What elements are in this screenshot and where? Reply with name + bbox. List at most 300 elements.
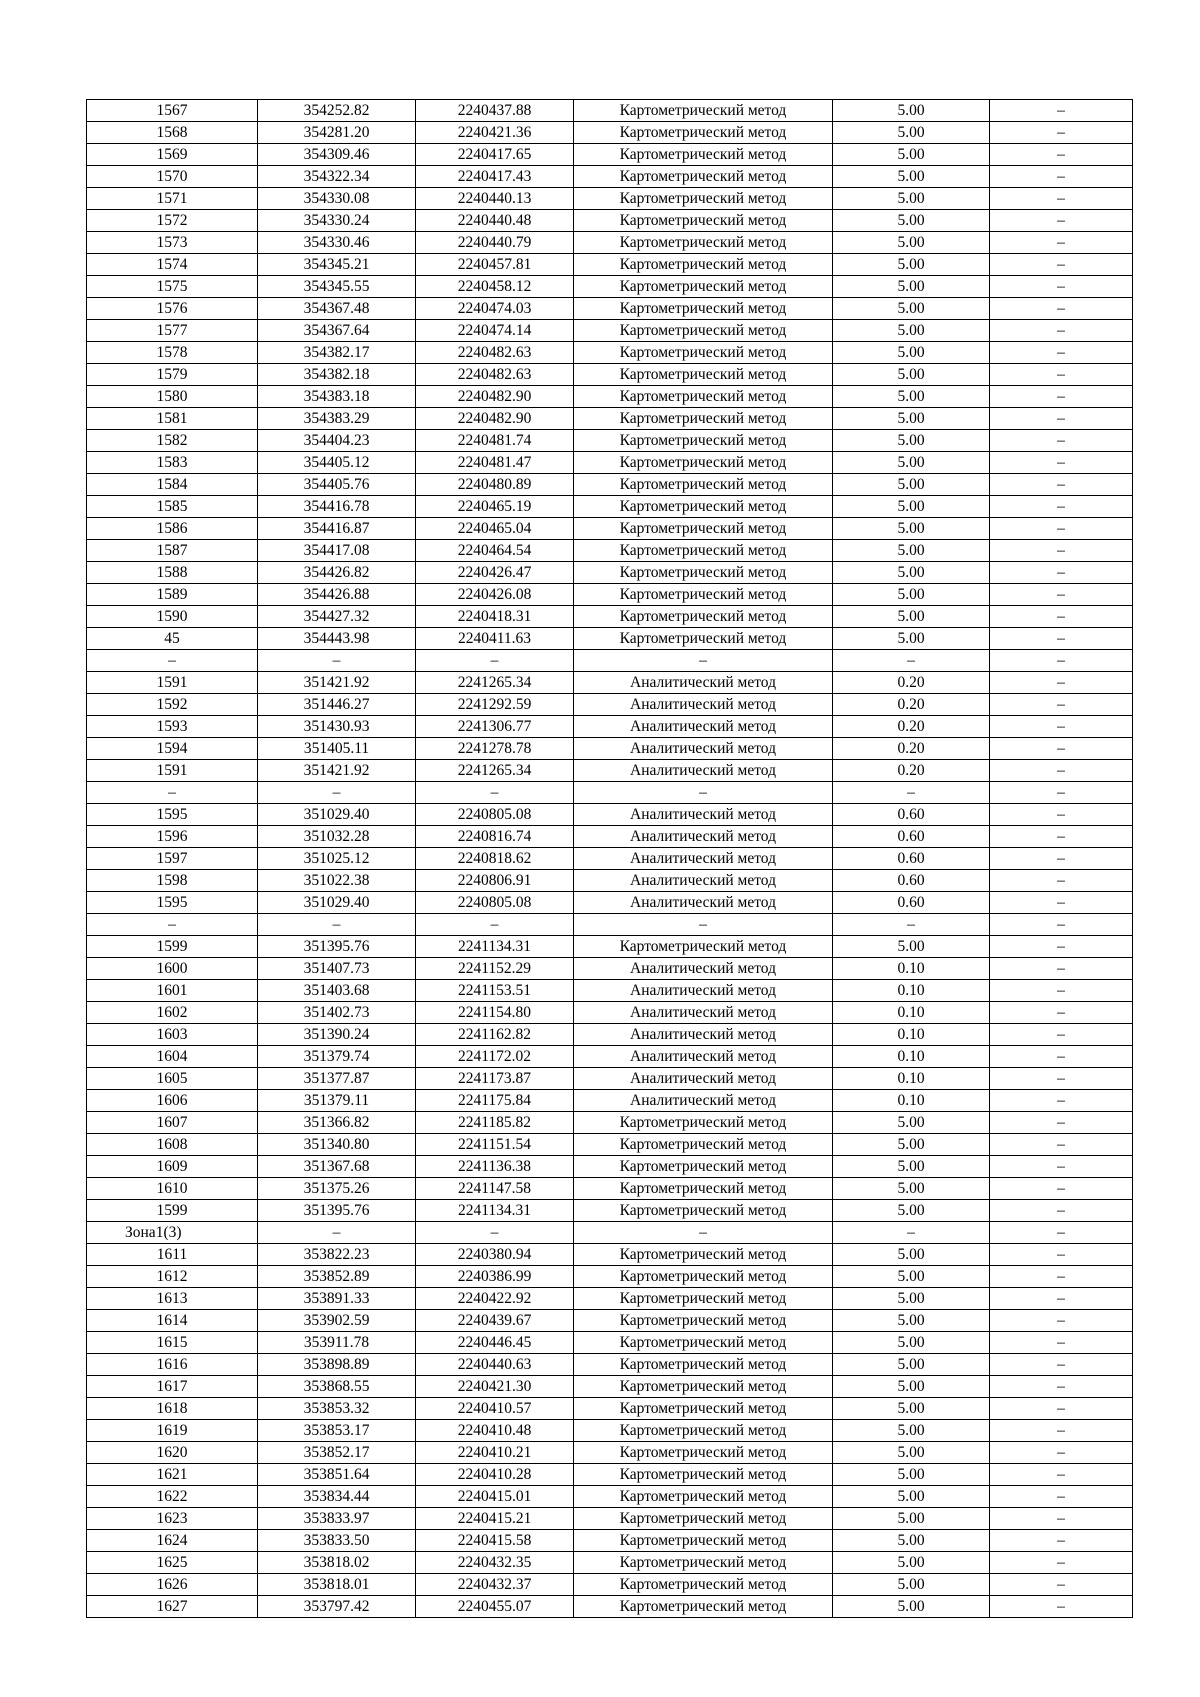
table-row xyxy=(87,1222,1133,1244)
y-coordinate-cell: – xyxy=(416,650,574,672)
point-number-cell: 1592 xyxy=(87,694,258,716)
accuracy-cell: 5.00 xyxy=(833,1332,990,1354)
method-cell: Аналитический метод xyxy=(574,1002,833,1024)
point-number-cell: 1597 xyxy=(87,848,258,870)
method-cell: Картометрический метод xyxy=(574,298,833,320)
x-coordinate-cell: 353851.64 xyxy=(258,1464,416,1486)
table-row xyxy=(87,188,1133,210)
point-number-cell: 1573 xyxy=(87,232,258,254)
note-cell: – xyxy=(990,540,1133,562)
method-cell: Картометрический метод xyxy=(574,1156,833,1178)
method-cell: Аналитический метод xyxy=(574,980,833,1002)
x-coordinate-cell: – xyxy=(258,650,416,672)
note-cell: – xyxy=(990,1046,1133,1068)
method-cell: Аналитический метод xyxy=(574,1024,833,1046)
note-cell: – xyxy=(990,166,1133,188)
accuracy-cell: 5.00 xyxy=(833,188,990,210)
method-cell: – xyxy=(574,782,833,804)
y-coordinate-cell: 2241152.29 xyxy=(416,958,574,980)
method-cell: Аналитический метод xyxy=(574,694,833,716)
x-coordinate-cell: 351377.87 xyxy=(258,1068,416,1090)
method-cell: Аналитический метод xyxy=(574,870,833,892)
accuracy-cell: 5.00 xyxy=(833,496,990,518)
x-coordinate-cell: 351446.27 xyxy=(258,694,416,716)
accuracy-cell: 5.00 xyxy=(833,342,990,364)
note-cell: – xyxy=(990,1068,1133,1090)
method-cell: Картометрический метод xyxy=(574,1464,833,1486)
accuracy-cell: 5.00 xyxy=(833,1530,990,1552)
accuracy-cell: 0.10 xyxy=(833,1046,990,1068)
note-cell: – xyxy=(990,914,1133,936)
point-number-cell: 1571 xyxy=(87,188,258,210)
note-cell: – xyxy=(990,672,1133,694)
note-cell: – xyxy=(990,1002,1133,1024)
y-coordinate-cell: 2241278.78 xyxy=(416,738,574,760)
x-coordinate-cell: 354345.21 xyxy=(258,254,416,276)
table-row xyxy=(87,1090,1133,1112)
point-number-cell: 1601 xyxy=(87,980,258,1002)
accuracy-cell: 5.00 xyxy=(833,1266,990,1288)
y-coordinate-cell: 2240455.07 xyxy=(416,1596,574,1618)
table-row xyxy=(87,518,1133,540)
x-coordinate-cell: 353853.17 xyxy=(258,1420,416,1442)
note-cell: – xyxy=(990,716,1133,738)
accuracy-cell: 5.00 xyxy=(833,562,990,584)
accuracy-cell: 5.00 xyxy=(833,386,990,408)
x-coordinate-cell: 353818.01 xyxy=(258,1574,416,1596)
table-row xyxy=(87,1046,1133,1068)
table-row xyxy=(87,958,1133,980)
note-cell: – xyxy=(990,386,1133,408)
method-cell: Картометрический метод xyxy=(574,1508,833,1530)
y-coordinate-cell: 2240805.08 xyxy=(416,892,574,914)
table-row xyxy=(87,100,1133,122)
point-number-cell: 1595 xyxy=(87,804,258,826)
accuracy-cell: 0.10 xyxy=(833,1024,990,1046)
note-cell: – xyxy=(990,606,1133,628)
accuracy-cell: 5.00 xyxy=(833,584,990,606)
method-cell: Картометрический метод xyxy=(574,1310,833,1332)
point-number-cell: 1602 xyxy=(87,1002,258,1024)
method-cell: Картометрический метод xyxy=(574,474,833,496)
note-cell: – xyxy=(990,650,1133,672)
table-row xyxy=(87,1552,1133,1574)
y-coordinate-cell: 2240482.90 xyxy=(416,408,574,430)
x-coordinate-cell: 354405.12 xyxy=(258,452,416,474)
point-number-cell: 1611 xyxy=(87,1244,258,1266)
point-number-cell: 1603 xyxy=(87,1024,258,1046)
x-coordinate-cell: 354281.20 xyxy=(258,122,416,144)
accuracy-cell: 5.00 xyxy=(833,254,990,276)
table-row xyxy=(87,452,1133,474)
accuracy-cell: 5.00 xyxy=(833,298,990,320)
y-coordinate-cell: 2241292.59 xyxy=(416,694,574,716)
x-coordinate-cell: 353818.02 xyxy=(258,1552,416,1574)
note-cell: – xyxy=(990,980,1133,1002)
accuracy-cell: 5.00 xyxy=(833,1354,990,1376)
x-coordinate-cell: 351421.92 xyxy=(258,672,416,694)
point-number-cell: – xyxy=(87,650,258,672)
method-cell: Картометрический метод xyxy=(574,1486,833,1508)
x-coordinate-cell: 354383.29 xyxy=(258,408,416,430)
y-coordinate-cell: 2240439.67 xyxy=(416,1310,574,1332)
table-row xyxy=(87,738,1133,760)
y-coordinate-cell: – xyxy=(416,914,574,936)
point-number-cell: 1605 xyxy=(87,1068,258,1090)
point-number-cell: 1599 xyxy=(87,1200,258,1222)
accuracy-cell: 5.00 xyxy=(833,1200,990,1222)
x-coordinate-cell: 351430.93 xyxy=(258,716,416,738)
x-coordinate-cell: 351032.28 xyxy=(258,826,416,848)
method-cell: Картометрический метод xyxy=(574,540,833,562)
x-coordinate-cell: – xyxy=(258,782,416,804)
note-cell: – xyxy=(990,1398,1133,1420)
method-cell: Картометрический метод xyxy=(574,232,833,254)
x-coordinate-cell: 353822.23 xyxy=(258,1244,416,1266)
accuracy-cell: 5.00 xyxy=(833,1288,990,1310)
x-coordinate-cell: 354382.18 xyxy=(258,364,416,386)
point-number-cell: 45 xyxy=(87,628,258,650)
point-number-cell: 1616 xyxy=(87,1354,258,1376)
method-cell: Картометрический метод xyxy=(574,342,833,364)
accuracy-cell: 5.00 xyxy=(833,936,990,958)
x-coordinate-cell: 353891.33 xyxy=(258,1288,416,1310)
note-cell: – xyxy=(990,1222,1133,1244)
accuracy-cell: 5.00 xyxy=(833,122,990,144)
table-row xyxy=(87,1024,1133,1046)
table-row xyxy=(87,1178,1133,1200)
x-coordinate-cell: 351379.11 xyxy=(258,1090,416,1112)
point-number-cell: 1604 xyxy=(87,1046,258,1068)
point-number-cell: 1594 xyxy=(87,738,258,760)
method-cell: Картометрический метод xyxy=(574,936,833,958)
method-cell: Аналитический метод xyxy=(574,672,833,694)
method-cell: Картометрический метод xyxy=(574,364,833,386)
table-row xyxy=(87,1200,1133,1222)
y-coordinate-cell: 2241175.84 xyxy=(416,1090,574,1112)
point-number-cell: 1600 xyxy=(87,958,258,980)
note-cell: – xyxy=(990,1552,1133,1574)
table-row xyxy=(87,1596,1133,1618)
x-coordinate-cell: 354382.17 xyxy=(258,342,416,364)
table-row xyxy=(87,914,1133,936)
y-coordinate-cell: 2240417.65 xyxy=(416,144,574,166)
table-row xyxy=(87,474,1133,496)
method-cell: Картометрический метод xyxy=(574,144,833,166)
point-number-cell: 1589 xyxy=(87,584,258,606)
y-coordinate-cell: 2240411.63 xyxy=(416,628,574,650)
accuracy-cell: 5.00 xyxy=(833,1552,990,1574)
point-number-cell: 1613 xyxy=(87,1288,258,1310)
accuracy-cell: 0.20 xyxy=(833,716,990,738)
y-coordinate-cell: 2240440.63 xyxy=(416,1354,574,1376)
note-cell: – xyxy=(990,1156,1133,1178)
method-cell: Картометрический метод xyxy=(574,1552,833,1574)
method-cell: Картометрический метод xyxy=(574,1200,833,1222)
table-row xyxy=(87,1310,1133,1332)
table-row xyxy=(87,1354,1133,1376)
table-row xyxy=(87,1486,1133,1508)
note-cell: – xyxy=(990,1486,1133,1508)
table-row xyxy=(87,980,1133,1002)
method-cell: Аналитический метод xyxy=(574,826,833,848)
y-coordinate-cell: 2241151.54 xyxy=(416,1134,574,1156)
note-cell: – xyxy=(990,1420,1133,1442)
accuracy-cell: 5.00 xyxy=(833,232,990,254)
note-cell: – xyxy=(990,1574,1133,1596)
y-coordinate-cell: 2240465.04 xyxy=(416,518,574,540)
note-cell: – xyxy=(990,1332,1133,1354)
table-row xyxy=(87,430,1133,452)
point-number-cell: 1580 xyxy=(87,386,258,408)
point-number-cell: 1576 xyxy=(87,298,258,320)
point-number-cell: 1583 xyxy=(87,452,258,474)
accuracy-cell: 5.00 xyxy=(833,166,990,188)
point-number-cell: 1581 xyxy=(87,408,258,430)
point-number-cell: 1590 xyxy=(87,606,258,628)
point-number-cell: 1570 xyxy=(87,166,258,188)
x-coordinate-cell: 354330.24 xyxy=(258,210,416,232)
accuracy-cell: 0.60 xyxy=(833,892,990,914)
point-number-cell: 1606 xyxy=(87,1090,258,1112)
y-coordinate-cell: 2240482.63 xyxy=(416,364,574,386)
x-coordinate-cell: 354417.08 xyxy=(258,540,416,562)
accuracy-cell: 5.00 xyxy=(833,364,990,386)
accuracy-cell: 5.00 xyxy=(833,1574,990,1596)
table-row xyxy=(87,672,1133,694)
y-coordinate-cell: 2240440.48 xyxy=(416,210,574,232)
table-row xyxy=(87,650,1133,672)
point-number-cell: 1622 xyxy=(87,1486,258,1508)
accuracy-cell: 5.00 xyxy=(833,1156,990,1178)
point-number-cell: 1567 xyxy=(87,100,258,122)
x-coordinate-cell: 354367.48 xyxy=(258,298,416,320)
point-number-cell: 1599 xyxy=(87,936,258,958)
note-cell: – xyxy=(990,1200,1133,1222)
method-cell: Картометрический метод xyxy=(574,1266,833,1288)
y-coordinate-cell: 2241306.77 xyxy=(416,716,574,738)
point-number-cell: 1612 xyxy=(87,1266,258,1288)
y-coordinate-cell: 2241265.34 xyxy=(416,672,574,694)
point-number-cell: 1569 xyxy=(87,144,258,166)
accuracy-cell: 5.00 xyxy=(833,1178,990,1200)
note-cell: – xyxy=(990,188,1133,210)
x-coordinate-cell: 353797.42 xyxy=(258,1596,416,1618)
y-coordinate-cell: 2241147.58 xyxy=(416,1178,574,1200)
accuracy-cell: 5.00 xyxy=(833,1442,990,1464)
method-cell: Картометрический метод xyxy=(574,166,833,188)
table-row xyxy=(87,848,1133,870)
point-number-cell: 1625 xyxy=(87,1552,258,1574)
note-cell: – xyxy=(990,1134,1133,1156)
x-coordinate-cell: 351395.76 xyxy=(258,936,416,958)
note-cell: – xyxy=(990,320,1133,342)
note-cell: – xyxy=(990,452,1133,474)
accuracy-cell: 0.10 xyxy=(833,1068,990,1090)
x-coordinate-cell: 351421.92 xyxy=(258,760,416,782)
point-number-cell: 1585 xyxy=(87,496,258,518)
accuracy-cell: 5.00 xyxy=(833,474,990,496)
accuracy-cell: 0.20 xyxy=(833,672,990,694)
method-cell: Картометрический метод xyxy=(574,100,833,122)
note-cell: – xyxy=(990,1288,1133,1310)
point-number-cell: 1618 xyxy=(87,1398,258,1420)
y-coordinate-cell: 2240415.21 xyxy=(416,1508,574,1530)
x-coordinate-cell: 351375.26 xyxy=(258,1178,416,1200)
accuracy-cell: 5.00 xyxy=(833,1310,990,1332)
point-number-cell: 1595 xyxy=(87,892,258,914)
method-cell: Аналитический метод xyxy=(574,804,833,826)
method-cell: Картометрический метод xyxy=(574,584,833,606)
table-row xyxy=(87,232,1133,254)
accuracy-cell: 0.60 xyxy=(833,870,990,892)
y-coordinate-cell: 2240464.54 xyxy=(416,540,574,562)
point-number-cell: 1584 xyxy=(87,474,258,496)
note-cell: – xyxy=(990,694,1133,716)
point-number-cell: 1582 xyxy=(87,430,258,452)
table-row xyxy=(87,1332,1133,1354)
note-cell: – xyxy=(990,1508,1133,1530)
method-cell: Картометрический метод xyxy=(574,628,833,650)
method-cell: Картометрический метод xyxy=(574,1178,833,1200)
table-row xyxy=(87,1068,1133,1090)
note-cell: – xyxy=(990,254,1133,276)
x-coordinate-cell: 351029.40 xyxy=(258,892,416,914)
point-number-cell: 1574 xyxy=(87,254,258,276)
accuracy-cell: – xyxy=(833,782,990,804)
table-row xyxy=(87,584,1133,606)
y-coordinate-cell: 2241265.34 xyxy=(416,760,574,782)
x-coordinate-cell: 351390.24 xyxy=(258,1024,416,1046)
accuracy-cell: 5.00 xyxy=(833,144,990,166)
point-number-cell: 1568 xyxy=(87,122,258,144)
x-coordinate-cell: – xyxy=(258,1222,416,1244)
table-row xyxy=(87,760,1133,782)
y-coordinate-cell: 2240480.89 xyxy=(416,474,574,496)
note-cell: – xyxy=(990,804,1133,826)
point-number-cell: 1626 xyxy=(87,1574,258,1596)
method-cell: Картометрический метод xyxy=(574,1244,833,1266)
y-coordinate-cell: 2241173.87 xyxy=(416,1068,574,1090)
point-number-cell: 1627 xyxy=(87,1596,258,1618)
point-number-cell: 1577 xyxy=(87,320,258,342)
method-cell: – xyxy=(574,1222,833,1244)
x-coordinate-cell: 354309.46 xyxy=(258,144,416,166)
y-coordinate-cell: 2240440.13 xyxy=(416,188,574,210)
y-coordinate-cell: 2241153.51 xyxy=(416,980,574,1002)
accuracy-cell: – xyxy=(833,1222,990,1244)
y-coordinate-cell: 2240481.74 xyxy=(416,430,574,452)
method-cell: Картометрический метод xyxy=(574,452,833,474)
method-cell: Картометрический метод xyxy=(574,276,833,298)
note-cell: – xyxy=(990,1112,1133,1134)
accuracy-cell: 5.00 xyxy=(833,518,990,540)
table-row xyxy=(87,364,1133,386)
y-coordinate-cell: 2240465.19 xyxy=(416,496,574,518)
method-cell: Картометрический метод xyxy=(574,518,833,540)
x-coordinate-cell: 353911.78 xyxy=(258,1332,416,1354)
accuracy-cell: 5.00 xyxy=(833,1508,990,1530)
note-cell: – xyxy=(990,144,1133,166)
method-cell: – xyxy=(574,914,833,936)
x-coordinate-cell: 353852.17 xyxy=(258,1442,416,1464)
accuracy-cell: 0.10 xyxy=(833,980,990,1002)
note-cell: – xyxy=(990,958,1133,980)
y-coordinate-cell: 2240818.62 xyxy=(416,848,574,870)
method-cell: Картометрический метод xyxy=(574,1376,833,1398)
accuracy-cell: 5.00 xyxy=(833,1420,990,1442)
y-coordinate-cell: 2240457.81 xyxy=(416,254,574,276)
method-cell: Картометрический метод xyxy=(574,606,833,628)
x-coordinate-cell: 354404.23 xyxy=(258,430,416,452)
table-row xyxy=(87,782,1133,804)
note-cell: – xyxy=(990,276,1133,298)
accuracy-cell: – xyxy=(833,914,990,936)
table-row xyxy=(87,562,1133,584)
y-coordinate-cell: 2241162.82 xyxy=(416,1024,574,1046)
x-coordinate-cell: 351405.11 xyxy=(258,738,416,760)
point-number-cell: 1593 xyxy=(87,716,258,738)
y-coordinate-cell: 2240458.12 xyxy=(416,276,574,298)
point-number-cell: 1617 xyxy=(87,1376,258,1398)
y-coordinate-cell: 2240805.08 xyxy=(416,804,574,826)
note-cell: – xyxy=(990,1530,1133,1552)
y-coordinate-cell: 2240816.74 xyxy=(416,826,574,848)
note-cell: – xyxy=(990,1354,1133,1376)
point-number-cell: 1591 xyxy=(87,760,258,782)
accuracy-cell: – xyxy=(833,650,990,672)
point-number-cell: 1621 xyxy=(87,1464,258,1486)
table-row xyxy=(87,1244,1133,1266)
accuracy-cell: 0.20 xyxy=(833,694,990,716)
y-coordinate-cell: 2240386.99 xyxy=(416,1266,574,1288)
note-cell: – xyxy=(990,1442,1133,1464)
point-number-cell: 1579 xyxy=(87,364,258,386)
method-cell: Аналитический метод xyxy=(574,760,833,782)
y-coordinate-cell: 2241172.02 xyxy=(416,1046,574,1068)
x-coordinate-cell: 354443.98 xyxy=(258,628,416,650)
accuracy-cell: 5.00 xyxy=(833,1376,990,1398)
accuracy-cell: 5.00 xyxy=(833,606,990,628)
accuracy-cell: 5.00 xyxy=(833,1596,990,1618)
table-row xyxy=(87,298,1133,320)
point-number-cell: 1619 xyxy=(87,1420,258,1442)
accuracy-cell: 0.60 xyxy=(833,826,990,848)
x-coordinate-cell: 351402.73 xyxy=(258,1002,416,1024)
y-coordinate-cell: 2240437.88 xyxy=(416,100,574,122)
note-cell: – xyxy=(990,1376,1133,1398)
table-row xyxy=(87,804,1133,826)
y-coordinate-cell: 2240482.63 xyxy=(416,342,574,364)
x-coordinate-cell: 351395.76 xyxy=(258,1200,416,1222)
accuracy-cell: 5.00 xyxy=(833,430,990,452)
x-coordinate-cell: 351379.74 xyxy=(258,1046,416,1068)
point-number-cell: 1614 xyxy=(87,1310,258,1332)
accuracy-cell: 5.00 xyxy=(833,210,990,232)
accuracy-cell: 5.00 xyxy=(833,1244,990,1266)
point-number-cell: Зона1(3) xyxy=(87,1222,258,1244)
accuracy-cell: 5.00 xyxy=(833,1486,990,1508)
note-cell: – xyxy=(990,1244,1133,1266)
method-cell: Картометрический метод xyxy=(574,1442,833,1464)
note-cell: – xyxy=(990,122,1133,144)
accuracy-cell: 5.00 xyxy=(833,276,990,298)
y-coordinate-cell: 2240410.28 xyxy=(416,1464,574,1486)
note-cell: – xyxy=(990,1464,1133,1486)
table-row xyxy=(87,1574,1133,1596)
note-cell: – xyxy=(990,298,1133,320)
table-row xyxy=(87,936,1133,958)
